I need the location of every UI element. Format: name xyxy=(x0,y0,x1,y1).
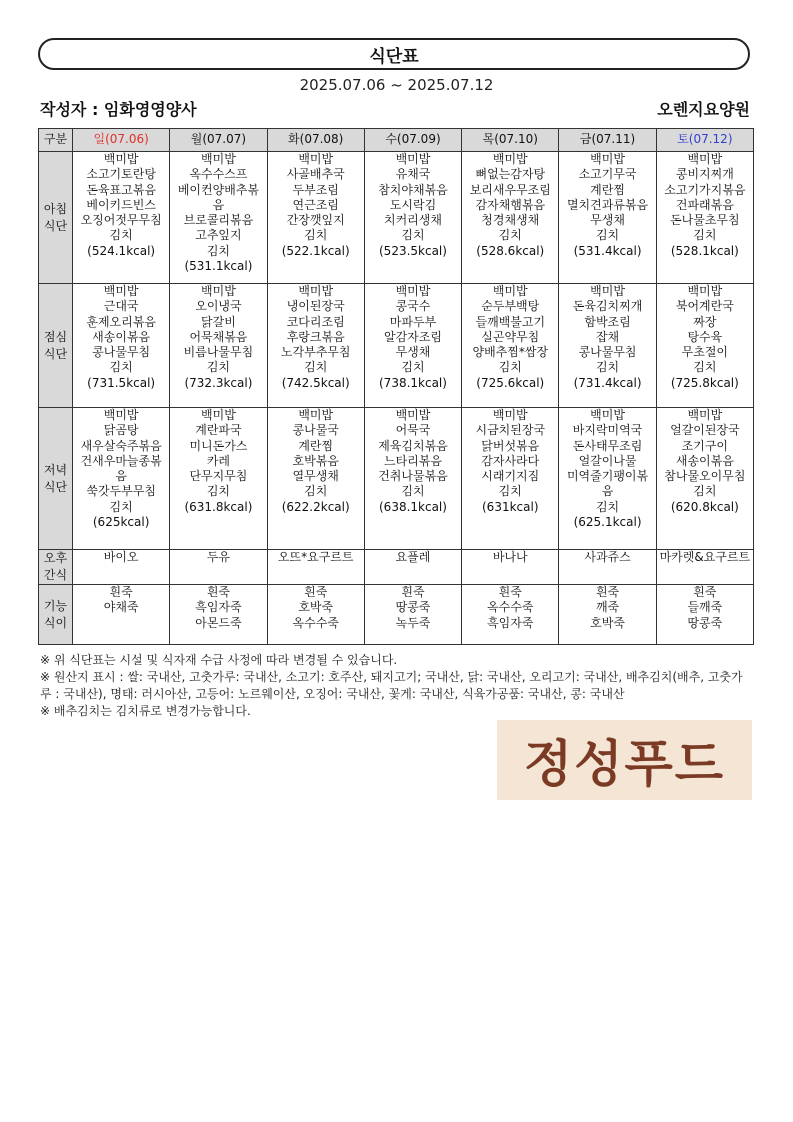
menu-cell xyxy=(559,408,656,550)
notes xyxy=(40,652,752,720)
menu-item: 함박조림 xyxy=(584,314,631,329)
menu-item: 백미밥 xyxy=(201,284,236,298)
menu-item: 새송이볶음 xyxy=(675,453,734,468)
table-row xyxy=(39,585,754,645)
menu-cell xyxy=(462,550,559,585)
menu-item: 요플레 xyxy=(395,550,431,564)
menu-item: (625kcal) xyxy=(92,515,150,530)
menu-item: (531.4kcal) xyxy=(573,243,642,258)
menu-cell xyxy=(656,152,753,284)
menu-item: 어묵채볶음 xyxy=(189,329,248,344)
menu-item: (732.3kcal) xyxy=(184,375,253,390)
menu-item: 오징어젓무무침 xyxy=(80,213,162,228)
menu-cell xyxy=(559,152,656,284)
row-label-text: 저녁 xyxy=(43,462,68,477)
menu-item: (725.6kcal) xyxy=(476,375,545,390)
header-day: 월(07.07) xyxy=(170,129,267,152)
menu-item: 김치 xyxy=(693,484,717,499)
menu-item: 얼갈이된장국 xyxy=(670,423,740,438)
menu-item: 노각부추무침 xyxy=(280,345,351,360)
menu-item: 호박죽 xyxy=(590,615,625,630)
menu-item: 김치 xyxy=(304,228,328,243)
menu-item: 김치 xyxy=(304,484,328,499)
menu-cell xyxy=(656,284,753,408)
menu-item: (531.1kcal) xyxy=(184,259,253,274)
menu-item: (620.8kcal) xyxy=(670,499,739,514)
menu-item: 실곤약무침 xyxy=(481,329,540,344)
menu-item: 김치 xyxy=(206,360,231,375)
menu-item: 돈육표고볶음 xyxy=(86,182,156,197)
menu-item: 냉이된장국 xyxy=(286,299,345,314)
menu-item: 김치 xyxy=(401,228,425,243)
menu-item: 베이키드빈스 xyxy=(86,197,156,212)
menu-item: 김치 xyxy=(595,228,620,243)
menu-item: 흰죽 xyxy=(304,585,328,599)
menu-item: (731.4kcal) xyxy=(573,375,642,390)
menu-item: 청경채생채 xyxy=(481,213,540,228)
menu-item: 땅콩죽 xyxy=(395,600,431,615)
menu-item: 새우살숙주볶음 xyxy=(80,438,162,453)
menu-item: 느타리볶음 xyxy=(384,453,442,468)
menu-item: 흑임자죽 xyxy=(487,615,534,630)
menu-item: 백미밥 xyxy=(298,152,334,166)
row-label xyxy=(39,408,73,550)
menu-item: (522.1kcal) xyxy=(281,243,350,258)
menu-item: 흰죽 xyxy=(401,585,425,599)
menu-item: 들깨죽 xyxy=(687,600,723,615)
menu-item: 어묵국 xyxy=(395,423,431,438)
menu-cell xyxy=(170,152,267,284)
menu-item: 백미밥 xyxy=(201,152,236,166)
menu-cell xyxy=(170,585,267,645)
menu-item: 옥수수스프 xyxy=(189,167,248,182)
menu-item: 제육김치볶음 xyxy=(378,438,448,453)
row-label-text: 식단 xyxy=(43,479,68,494)
row-label xyxy=(39,550,73,585)
facility-name: 오렌지요양원 xyxy=(657,100,750,119)
menu-item: 계란찜 xyxy=(590,182,625,197)
row-label xyxy=(39,152,73,284)
menu-cell xyxy=(462,585,559,645)
row-label-text: 간식 xyxy=(43,568,68,582)
menu-item: 치커리생채 xyxy=(384,213,442,228)
menu-item: 건파래볶음 xyxy=(675,197,734,212)
menu-item: 미역줄기팽이볶음 xyxy=(566,469,649,499)
header-corner: 구분 xyxy=(39,129,73,152)
menu-item: 흰죽 xyxy=(595,585,620,599)
menu-cell xyxy=(73,550,170,585)
menu-cell xyxy=(267,152,364,284)
menu-item: 마파두부 xyxy=(389,314,437,329)
menu-item: (524.1kcal) xyxy=(87,243,156,258)
menu-item: 사과쥬스 xyxy=(584,550,631,564)
row-label-text: 기능 xyxy=(43,598,68,613)
menu-item: 계란파국 xyxy=(195,423,242,438)
menu-item: 비름나물무침 xyxy=(183,345,254,360)
menu-item: (631kcal) xyxy=(482,499,539,514)
menu-item: 김치 xyxy=(206,243,231,258)
menu-item: 무초절이 xyxy=(681,345,729,360)
note-line: ※ 위 식단표는 시설 및 식자재 수급 사정에 따라 변경될 수 있습니다. xyxy=(40,653,398,667)
menu-item: 땅콩죽 xyxy=(687,615,723,630)
menu-item: 백미밥 xyxy=(687,284,723,298)
menu-item: 백미밥 xyxy=(492,284,528,298)
menu-cell xyxy=(656,408,753,550)
table-header-row xyxy=(39,129,754,152)
menu-cell xyxy=(267,408,364,550)
menu-item: 백미밥 xyxy=(492,152,528,166)
menu-item: 계란찜 xyxy=(298,438,334,453)
menu-item: 백미밥 xyxy=(395,284,431,298)
row-label-text: 식이 xyxy=(43,615,68,630)
menu-item: 흰죽 xyxy=(693,585,717,599)
table-row xyxy=(39,550,754,585)
table-row xyxy=(39,284,754,408)
menu-item: 백미밥 xyxy=(492,408,528,422)
menu-item: 백미밥 xyxy=(687,408,723,422)
row-label xyxy=(39,585,73,645)
menu-item: 돈육김치찌개 xyxy=(572,299,643,314)
menu-item: 김치 xyxy=(401,360,425,375)
menu-item: 마카렛&요구르트 xyxy=(659,550,751,564)
menu-item: 백미밥 xyxy=(103,152,139,166)
menu-cell xyxy=(73,152,170,284)
menu-item: 김치 xyxy=(206,484,231,499)
header-day: 화(07.08) xyxy=(267,129,364,152)
menu-item: 오뜨*요구르트 xyxy=(277,550,354,564)
menu-item: 김치 xyxy=(109,499,133,514)
menu-item: 도시락김 xyxy=(389,197,437,212)
menu-cell xyxy=(656,585,753,645)
menu-item: 돈나물초무침 xyxy=(670,213,740,228)
menu-item: 두유 xyxy=(206,550,231,564)
menu-item: 콩국수 xyxy=(395,299,431,314)
menu-item: 보리새우무조림 xyxy=(469,182,551,197)
menu-cell xyxy=(170,550,267,585)
menu-item: 닭곰탕 xyxy=(103,423,139,438)
menu-item: 콩나물무침 xyxy=(578,345,637,360)
row-label-text: 오후 xyxy=(43,551,68,565)
menu-item: (738.1kcal) xyxy=(379,375,447,390)
menu-item: 김치 xyxy=(401,484,425,499)
menu-cell xyxy=(364,550,461,585)
menu-item: 소고기무국 xyxy=(578,167,637,182)
menu-cell xyxy=(170,284,267,408)
menu-item: 시금치된장국 xyxy=(475,423,546,438)
menu-cell xyxy=(462,152,559,284)
note-line: ※ 원산지 표시 : 쌀: 국내산, 고춧가루: 국내산, 소고기: 호주산, 돼지고기; 국내산, 닭: 국내산, 오리고기: 국내산, 배추김치(배추, 고춧가루 : 국내산), 명태: 러시아산, 고등어: 노르웨이산, 오징어: 국내산, 꽃게: 국내산, 식육가공품: 국내산, 콩: 국내산 xyxy=(40,670,743,701)
menu-cell xyxy=(559,550,656,585)
menu-item: 쑥갓두부무침 xyxy=(86,484,156,499)
menu-cell xyxy=(73,585,170,645)
menu-item: 알감자조림 xyxy=(384,329,442,344)
menu-item: (625.1kcal) xyxy=(573,515,642,530)
table-row xyxy=(39,152,754,284)
menu-item: 야채죽 xyxy=(103,600,139,615)
menu-cell xyxy=(462,284,559,408)
menu-item: 백미밥 xyxy=(395,152,431,166)
logo-text: 정성푸드 xyxy=(523,735,726,793)
menu-item: (731.5kcal) xyxy=(87,375,156,390)
menu-item: (725.8kcal) xyxy=(670,375,739,390)
menu-cell xyxy=(559,585,656,645)
header-day: 수(07.09) xyxy=(364,129,461,152)
menu-item: 흑임자죽 xyxy=(195,600,242,615)
menu-item: 단무지무침 xyxy=(189,469,248,484)
row-label-text: 점심 xyxy=(43,329,68,344)
menu-item: (622.2kcal) xyxy=(281,499,350,514)
menu-item: (742.5kcal) xyxy=(281,375,350,390)
menu-cell xyxy=(73,408,170,550)
menu-cell xyxy=(170,408,267,550)
menu-item: 김치 xyxy=(109,360,133,375)
menu-item: 백미밥 xyxy=(103,408,139,422)
menu-item: (638.1kcal) xyxy=(379,499,447,514)
menu-item: 시래기지짐 xyxy=(481,469,540,484)
menu-item: 녹두죽 xyxy=(395,615,431,630)
menu-item: 베이컨양배추볶음 xyxy=(177,182,259,212)
menu-item: 김치 xyxy=(304,360,328,375)
menu-item: 뼈없는감자탕 xyxy=(475,167,546,182)
menu-item: 콩나물국 xyxy=(292,423,339,438)
menu-item: 미니돈가스 xyxy=(189,438,248,453)
menu-cell xyxy=(267,585,364,645)
menu-item: 김치 xyxy=(498,228,522,243)
menu-item: 백미밥 xyxy=(298,284,334,298)
menu-item: 오이냉국 xyxy=(195,299,242,314)
menu-item: 북어계란국 xyxy=(675,299,734,314)
menu-item: 깨죽 xyxy=(595,600,620,615)
menu-item: 참나물오이무침 xyxy=(664,469,746,484)
menu-item: 옥수수죽 xyxy=(292,615,339,630)
menu-item: 두부조림 xyxy=(292,182,339,197)
menu-item: 콩나물무침 xyxy=(92,345,151,360)
menu-item: 근대국 xyxy=(103,299,139,314)
menu-cell xyxy=(364,408,461,550)
menu-cell xyxy=(462,408,559,550)
meal-plan-table xyxy=(38,128,754,645)
menu-item: 백미밥 xyxy=(103,284,139,298)
page-title-box xyxy=(38,38,750,70)
menu-item: 카레 xyxy=(206,453,231,468)
menu-item: 연근조림 xyxy=(292,197,339,212)
header-day: 목(07.10) xyxy=(462,129,559,152)
menu-cell xyxy=(267,550,364,585)
menu-item: 얼갈이나물 xyxy=(578,453,637,468)
menu-item: 바지락미역국 xyxy=(572,423,643,438)
menu-item: 고추잎지 xyxy=(195,228,242,243)
menu-item: 건취나물볶음 xyxy=(378,469,448,484)
menu-item: 백미밥 xyxy=(395,408,431,422)
header-day: 금(07.11) xyxy=(559,129,656,152)
date-range: 2025.07.06 ~ 2025.07.12 xyxy=(299,76,494,94)
menu-item: 들깨백불고기 xyxy=(475,314,546,329)
menu-item: 사골배추국 xyxy=(286,167,345,182)
menu-item: 잡채 xyxy=(595,329,620,344)
menu-item: 간장깻잎지 xyxy=(286,213,345,228)
menu-cell xyxy=(656,550,753,585)
menu-item: 호박죽 xyxy=(298,600,334,615)
menu-item: (528.1kcal) xyxy=(670,243,739,258)
menu-cell xyxy=(364,585,461,645)
menu-item: 옥수수죽 xyxy=(487,600,534,615)
menu-item: 바이오 xyxy=(103,550,139,564)
menu-item: (523.5kcal) xyxy=(379,243,447,258)
menu-item: 소고기토란탕 xyxy=(86,167,156,182)
menu-item: 훈제오리볶음 xyxy=(86,314,156,329)
menu-item: 닭버섯볶음 xyxy=(481,438,540,453)
menu-item: 김치 xyxy=(498,484,522,499)
menu-item: 호박볶음 xyxy=(292,453,339,468)
company-logo xyxy=(497,720,752,800)
header-day: 토(07.12) xyxy=(656,129,753,152)
menu-item: 김치 xyxy=(595,360,620,375)
menu-cell xyxy=(364,284,461,408)
menu-item: 감자채햄볶음 xyxy=(475,197,546,212)
menu-item: 참치야채볶음 xyxy=(378,182,448,197)
menu-item: 백미밥 xyxy=(590,408,625,422)
header-day: 일(07.06) xyxy=(73,129,170,152)
menu-item: 김치 xyxy=(595,499,620,514)
menu-item: 탕수육 xyxy=(687,329,723,344)
menu-item: (528.6kcal) xyxy=(476,243,545,258)
menu-item: 백미밥 xyxy=(201,408,236,422)
menu-item: 열무생채 xyxy=(292,469,339,484)
menu-item: 흰죽 xyxy=(206,585,231,599)
row-label-text: 식단 xyxy=(43,218,68,233)
menu-item: 백미밥 xyxy=(298,408,334,422)
table-row xyxy=(39,408,754,550)
menu-item: 무생채 xyxy=(395,345,431,360)
menu-item: 돈사태무조림 xyxy=(572,438,643,453)
menu-item: 감자사라다 xyxy=(481,453,540,468)
page-title: 식단표 xyxy=(369,46,419,67)
menu-cell xyxy=(559,284,656,408)
row-label xyxy=(39,284,73,408)
menu-item: 유채국 xyxy=(395,167,431,182)
menu-item: 무생채 xyxy=(590,213,625,228)
menu-cell xyxy=(73,284,170,408)
menu-item: 후랑크볶음 xyxy=(286,329,345,344)
row-label-text: 식단 xyxy=(43,346,68,361)
menu-item: 소고기가지볶음 xyxy=(664,182,746,197)
menu-item: 바나나 xyxy=(492,550,528,564)
menu-item: 백미밥 xyxy=(590,152,625,166)
menu-item: 순두부백탕 xyxy=(481,299,540,314)
menu-item: 백미밥 xyxy=(590,284,625,298)
menu-item: 브로콜리볶음 xyxy=(183,213,254,228)
row-label-text: 아침 xyxy=(43,201,68,216)
menu-item: 김치 xyxy=(693,360,717,375)
menu-item: 김치 xyxy=(693,228,717,243)
menu-item: 짜장 xyxy=(693,314,717,329)
note-line: ※ 배추김치는 김치류로 변경가능합니다. xyxy=(40,704,251,718)
menu-item: 멸치견과류볶음 xyxy=(566,197,649,212)
menu-item: 아몬드죽 xyxy=(195,615,242,630)
menu-item: 김치 xyxy=(109,228,133,243)
menu-item: 건새우마늘종볶음 xyxy=(80,453,162,484)
menu-item: 흰죽 xyxy=(498,585,522,599)
menu-item: 흰죽 xyxy=(109,585,133,599)
menu-item: 김치 xyxy=(498,360,522,375)
menu-item: 코다리조림 xyxy=(286,314,345,329)
menu-item: 콩비지찌개 xyxy=(675,167,734,182)
menu-item: 닭갈비 xyxy=(201,314,236,329)
menu-item: 새송이볶음 xyxy=(92,329,151,344)
menu-item: 조기구이 xyxy=(681,438,729,453)
author-label: 작성자 : 임화영영양사 xyxy=(40,100,197,119)
menu-item: (631.8kcal) xyxy=(184,499,253,514)
menu-cell xyxy=(364,152,461,284)
menu-cell xyxy=(267,284,364,408)
menu-item: 양배추찜*쌈장 xyxy=(472,345,549,360)
menu-item: 백미밥 xyxy=(687,152,723,166)
